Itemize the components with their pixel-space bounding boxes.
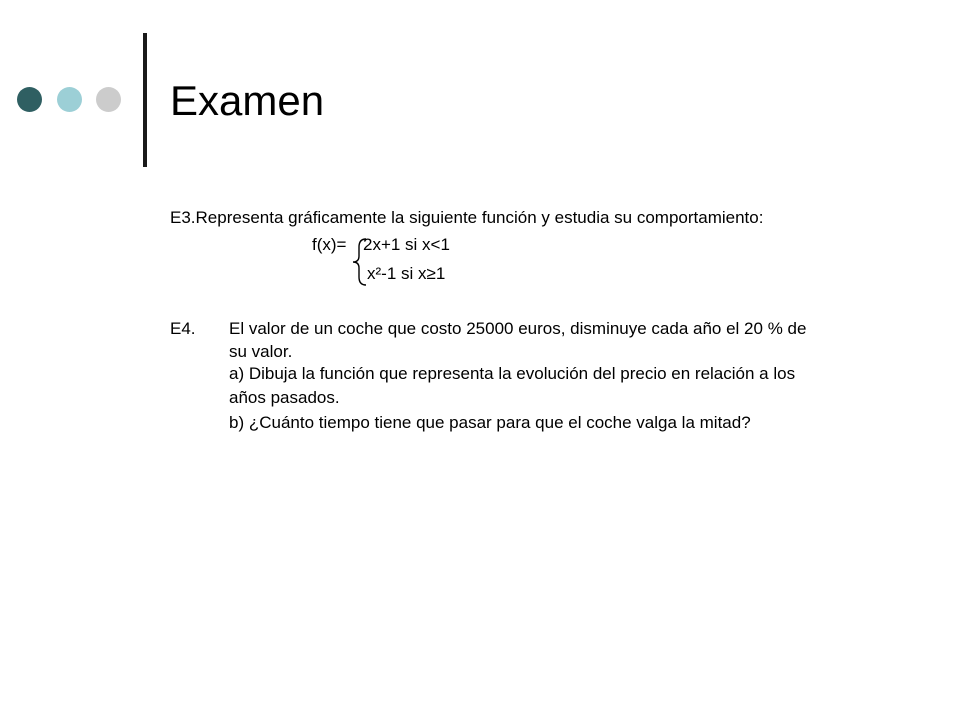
e3-function-lhs: f(x)= <box>312 235 347 254</box>
decor-dot-dark-teal <box>17 87 42 112</box>
e4-line-3: a) Dibuja la función que representa la evolución del precio en relación a los <box>229 364 796 383</box>
title-divider <box>143 33 147 167</box>
decor-dot-light-teal <box>57 87 82 112</box>
e4-line-2: su valor. <box>229 342 293 361</box>
e4-label: E4. <box>170 319 196 338</box>
e3-piece-1: 2x+1 si x<1 <box>363 235 450 254</box>
e4-line-1: El valor de un coche que costo 25000 euros, disminuye cada año el 20 % de <box>229 319 807 338</box>
e3-statement: E3.Representa gráficamente la siguiente función y estudia su comportamiento: <box>170 208 764 227</box>
e4-line-4: años pasados. <box>229 388 340 407</box>
e3-piece-2: x²-1 si x≥1 <box>367 264 446 283</box>
e4-line-5: b) ¿Cuánto tiempo tiene que pasar para que el coche valga la mitad? <box>229 413 751 432</box>
slide-title: Examen <box>170 77 325 124</box>
decor-dot-gray <box>96 87 121 112</box>
